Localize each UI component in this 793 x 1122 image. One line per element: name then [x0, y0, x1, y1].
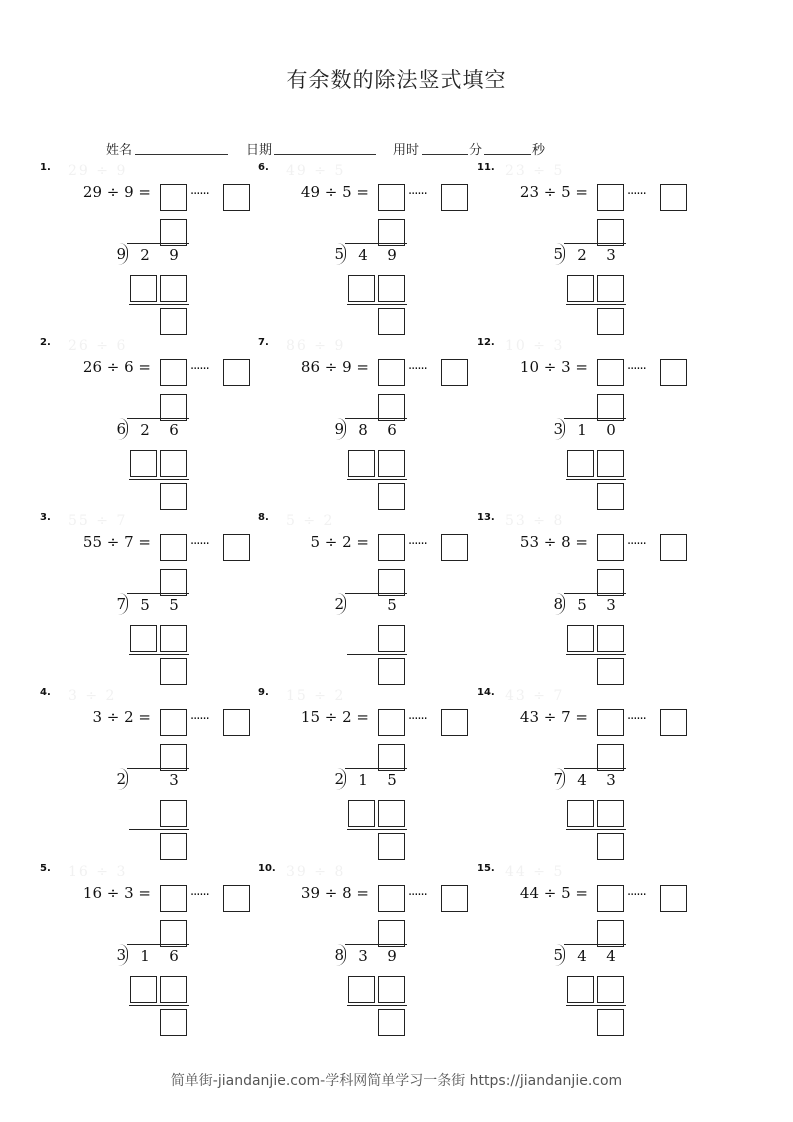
product-tens-box[interactable]	[348, 450, 375, 477]
remainder-answer-box[interactable]	[223, 184, 250, 211]
problem-number: 14.	[477, 687, 495, 698]
dividend-ones-digit: 5	[387, 596, 397, 614]
vertical-quotient-box[interactable]	[597, 920, 624, 947]
divisor: 7	[553, 770, 563, 788]
subtraction-line	[566, 479, 626, 480]
product-ones-box[interactable]	[378, 275, 405, 302]
faint-background-text: 10 ÷ 3	[505, 338, 565, 354]
faint-background-text: 86 ÷ 9	[286, 338, 346, 354]
division-bar	[345, 593, 407, 594]
dividend-tens-digit: 2	[140, 421, 150, 439]
division-bar	[564, 593, 626, 594]
dividend-ones-digit: 3	[606, 771, 616, 789]
remainder-dots: ······	[627, 888, 646, 903]
product-ones-box[interactable]	[160, 976, 187, 1003]
product-ones-box[interactable]	[378, 800, 405, 827]
problem-number: 9.	[258, 687, 269, 698]
problem-4	[40, 687, 280, 862]
dividend-tens-digit: 1	[140, 947, 150, 965]
minute-label: 分	[469, 143, 483, 158]
problem-15	[477, 863, 717, 1038]
vertical-remainder-box[interactable]	[160, 833, 187, 860]
problem-11	[477, 162, 717, 337]
problem-12	[477, 337, 717, 512]
dividend-ones-digit: 5	[387, 771, 397, 789]
dividend-tens-digit: 1	[358, 771, 368, 789]
quotient-answer-box[interactable]	[160, 534, 187, 561]
product-tens-box[interactable]	[567, 625, 594, 652]
time-label: 用时	[393, 143, 420, 158]
divisor: 7	[116, 595, 126, 613]
quotient-answer-box[interactable]	[160, 885, 187, 912]
remainder-answer-box[interactable]	[441, 184, 468, 211]
division-bracket	[555, 418, 565, 440]
quotient-answer-box[interactable]	[378, 184, 405, 211]
problem-7	[258, 337, 498, 512]
vertical-remainder-box[interactable]	[597, 1009, 624, 1036]
dividend-tens-digit: 5	[577, 596, 587, 614]
dividend-ones-digit: 3	[606, 596, 616, 614]
vertical-quotient-box[interactable]	[378, 744, 405, 771]
equation-text: 44 ÷ 5 =	[519, 884, 588, 902]
dividend-tens-digit: 2	[140, 246, 150, 264]
equation-text: 55 ÷ 7 =	[82, 533, 151, 551]
division-bracket	[336, 944, 346, 966]
product-tens-box[interactable]	[567, 800, 594, 827]
vertical-quotient-box[interactable]	[597, 219, 624, 246]
vertical-quotient-box[interactable]	[378, 920, 405, 947]
subtraction-line	[347, 479, 407, 480]
subtraction-line	[129, 829, 189, 830]
quotient-answer-box[interactable]	[378, 359, 405, 386]
faint-background-text: 43 ÷ 7	[505, 688, 565, 704]
faint-background-text: 55 ÷ 7	[68, 513, 128, 529]
vertical-remainder-box[interactable]	[378, 1009, 405, 1036]
dividend-tens-digit: 5	[140, 596, 150, 614]
division-bar	[345, 768, 407, 769]
division-bracket	[336, 418, 346, 440]
name-label: 姓名	[106, 143, 133, 158]
product-tens-box[interactable]	[348, 976, 375, 1003]
vertical-quotient-box[interactable]	[160, 219, 187, 246]
remainder-dots: ······	[190, 537, 209, 552]
divisor: 3	[553, 420, 563, 438]
dividend-tens-digit: 1	[577, 421, 587, 439]
vertical-remainder-box[interactable]	[160, 308, 187, 335]
remainder-answer-box[interactable]	[660, 534, 687, 561]
remainder-answer-box[interactable]	[660, 709, 687, 736]
remainder-answer-box[interactable]	[441, 709, 468, 736]
product-ones-box[interactable]	[597, 976, 624, 1003]
faint-background-text: 29 ÷ 9	[68, 163, 128, 179]
subtraction-line	[566, 829, 626, 830]
remainder-dots: ······	[627, 712, 646, 727]
division-bar	[564, 768, 626, 769]
remainder-answer-box[interactable]	[223, 359, 250, 386]
faint-background-text: 26 ÷ 6	[68, 338, 128, 354]
footer-watermark: 简单街-jiandanjie.com-学科网简单学习一条街 https://jiandanjie.com	[170, 1073, 623, 1089]
divisor: 2	[116, 770, 126, 788]
remainder-dots: ······	[408, 362, 427, 377]
product-tens-box[interactable]	[567, 275, 594, 302]
problem-number: 8.	[258, 512, 269, 523]
division-bar	[345, 944, 407, 945]
subtraction-line	[347, 829, 407, 830]
product-tens-box[interactable]	[348, 800, 375, 827]
vertical-remainder-box[interactable]	[378, 308, 405, 335]
equation-text: 39 ÷ 8 =	[300, 884, 369, 902]
remainder-dots: ······	[190, 187, 209, 202]
problem-number: 10.	[258, 863, 276, 874]
quotient-answer-box[interactable]	[597, 709, 624, 736]
dividend-ones-digit: 4	[606, 947, 616, 965]
equation-text: 23 ÷ 5 =	[519, 183, 588, 201]
division-bar	[564, 243, 626, 244]
equation-text: 5 ÷ 2 =	[310, 533, 369, 551]
dividend-ones-digit: 6	[169, 947, 179, 965]
quotient-answer-box[interactable]	[378, 534, 405, 561]
product-tens-box[interactable]	[348, 275, 375, 302]
second-label: 秒	[532, 143, 546, 158]
problem-number: 15.	[477, 863, 495, 874]
division-bar	[345, 418, 407, 419]
problem-number: 4.	[40, 687, 51, 698]
division-bar	[345, 243, 407, 244]
division-bracket	[555, 768, 565, 790]
equation-text: 53 ÷ 8 =	[519, 533, 588, 551]
problem-number: 13.	[477, 512, 495, 523]
subtraction-line	[566, 1005, 626, 1006]
dividend-ones-digit: 6	[169, 421, 179, 439]
equation-text: 86 ÷ 9 =	[300, 358, 369, 376]
vertical-remainder-box[interactable]	[378, 483, 405, 510]
vertical-remainder-box[interactable]	[160, 483, 187, 510]
dividend-tens-digit: 4	[577, 771, 587, 789]
dividend-ones-digit: 0	[606, 421, 616, 439]
equation-text: 10 ÷ 3 =	[519, 358, 588, 376]
quotient-answer-box[interactable]	[378, 709, 405, 736]
date-blank[interactable]	[274, 154, 376, 155]
vertical-remainder-box[interactable]	[597, 833, 624, 860]
problem-number: 6.	[258, 162, 269, 173]
remainder-answer-box[interactable]	[441, 534, 468, 561]
problem-number: 12.	[477, 337, 495, 348]
remainder-answer-box[interactable]	[441, 885, 468, 912]
vertical-quotient-box[interactable]	[378, 394, 405, 421]
problem-number: 5.	[40, 863, 51, 874]
vertical-quotient-box[interactable]	[378, 569, 405, 596]
division-bracket	[555, 944, 565, 966]
division-bar	[127, 243, 189, 244]
dividend-ones-digit: 3	[606, 246, 616, 264]
product-ones-box[interactable]	[597, 275, 624, 302]
equation-text: 49 ÷ 5 =	[300, 183, 369, 201]
remainder-dots: ······	[408, 712, 427, 727]
divisor: 5	[553, 245, 563, 263]
faint-background-text: 49 ÷ 5	[286, 163, 346, 179]
faint-background-text: 44 ÷ 5	[505, 864, 565, 880]
faint-background-text: 5 ÷ 2	[286, 513, 335, 529]
seconds-blank[interactable]	[484, 154, 531, 155]
problem-3	[40, 512, 280, 687]
dividend-tens-digit: 3	[358, 947, 368, 965]
dividend-ones-digit: 5	[169, 596, 179, 614]
date-label: 日期	[246, 143, 273, 158]
product-ones-box[interactable]	[160, 800, 187, 827]
problem-9	[258, 687, 498, 862]
remainder-dots: ······	[190, 888, 209, 903]
vertical-quotient-box[interactable]	[160, 744, 187, 771]
division-bracket	[118, 243, 128, 265]
vertical-quotient-box[interactable]	[378, 219, 405, 246]
vertical-quotient-box[interactable]	[160, 920, 187, 947]
product-tens-box[interactable]	[567, 976, 594, 1003]
dividend-tens-digit: 4	[577, 947, 587, 965]
equation-text: 15 ÷ 2 =	[300, 708, 369, 726]
division-bracket	[336, 243, 346, 265]
quotient-answer-box[interactable]	[597, 534, 624, 561]
vertical-remainder-box[interactable]	[378, 833, 405, 860]
remainder-answer-box[interactable]	[223, 709, 250, 736]
product-ones-box[interactable]	[160, 275, 187, 302]
division-bar	[127, 418, 189, 419]
division-bracket	[118, 768, 128, 790]
divisor: 8	[334, 946, 344, 964]
product-tens-box[interactable]	[567, 450, 594, 477]
product-tens-box[interactable]	[130, 976, 157, 1003]
product-ones-box[interactable]	[378, 976, 405, 1003]
remainder-answer-box[interactable]	[223, 885, 250, 912]
division-bar	[564, 418, 626, 419]
dividend-ones-digit: 6	[387, 421, 397, 439]
product-ones-box[interactable]	[378, 625, 405, 652]
faint-background-text: 39 ÷ 8	[286, 864, 346, 880]
quotient-answer-box[interactable]	[160, 359, 187, 386]
name-blank[interactable]	[135, 154, 228, 155]
division-bar	[127, 944, 189, 945]
vertical-quotient-box[interactable]	[597, 744, 624, 771]
problem-number: 11.	[477, 162, 495, 173]
problem-14	[477, 687, 717, 862]
problem-10	[258, 863, 498, 1038]
dividend-ones-digit: 9	[169, 246, 179, 264]
division-bar	[127, 593, 189, 594]
subtraction-line	[566, 304, 626, 305]
divisor: 9	[334, 420, 344, 438]
product-ones-box[interactable]	[160, 625, 187, 652]
problem-number: 7.	[258, 337, 269, 348]
subtraction-line	[129, 654, 189, 655]
problem-13	[477, 512, 717, 687]
dividend-ones-digit: 3	[169, 771, 179, 789]
divisor: 9	[116, 245, 126, 263]
remainder-dots: ······	[627, 187, 646, 202]
vertical-quotient-box[interactable]	[160, 394, 187, 421]
faint-background-text: 53 ÷ 8	[505, 513, 565, 529]
vertical-remainder-box[interactable]	[160, 1009, 187, 1036]
equation-text: 16 ÷ 3 =	[82, 884, 151, 902]
remainder-answer-box[interactable]	[223, 534, 250, 561]
dividend-tens-digit: 4	[358, 246, 368, 264]
quotient-answer-box[interactable]	[160, 184, 187, 211]
remainder-answer-box[interactable]	[441, 359, 468, 386]
dividend-ones-digit: 9	[387, 246, 397, 264]
product-tens-box[interactable]	[130, 625, 157, 652]
product-ones-box[interactable]	[597, 800, 624, 827]
vertical-remainder-box[interactable]	[597, 658, 624, 685]
division-bracket	[118, 418, 128, 440]
divisor: 2	[334, 770, 344, 788]
quotient-answer-box[interactable]	[597, 885, 624, 912]
subtraction-line	[347, 304, 407, 305]
division-bar	[564, 944, 626, 945]
remainder-dots: ······	[190, 712, 209, 727]
faint-background-text: 16 ÷ 3	[68, 864, 128, 880]
vertical-remainder-box[interactable]	[597, 308, 624, 335]
equation-text: 26 ÷ 6 =	[82, 358, 151, 376]
subtraction-line	[347, 654, 407, 655]
remainder-dots: ······	[408, 187, 427, 202]
vertical-quotient-box[interactable]	[160, 569, 187, 596]
remainder-dots: ······	[408, 537, 427, 552]
dividend-ones-digit: 9	[387, 947, 397, 965]
division-bracket	[336, 768, 346, 790]
student-info-row	[0, 139, 793, 161]
remainder-dots: ······	[627, 362, 646, 377]
remainder-dots: ······	[408, 888, 427, 903]
vertical-remainder-box[interactable]	[378, 658, 405, 685]
subtraction-line	[347, 1005, 407, 1006]
subtraction-line	[129, 479, 189, 480]
problem-6	[258, 162, 498, 337]
vertical-quotient-box[interactable]	[597, 394, 624, 421]
product-ones-box[interactable]	[597, 625, 624, 652]
problem-5	[40, 863, 280, 1038]
division-bracket	[555, 593, 565, 615]
subtraction-line	[129, 1005, 189, 1006]
division-bar	[127, 768, 189, 769]
division-bracket	[336, 593, 346, 615]
quotient-answer-box[interactable]	[378, 885, 405, 912]
problem-number: 3.	[40, 512, 51, 523]
vertical-quotient-box[interactable]	[597, 569, 624, 596]
remainder-answer-box[interactable]	[660, 184, 687, 211]
divisor: 5	[553, 946, 563, 964]
problem-number: 2.	[40, 337, 51, 348]
quotient-answer-box[interactable]	[597, 359, 624, 386]
division-bracket	[118, 944, 128, 966]
division-bracket	[555, 243, 565, 265]
dividend-tens-digit: 2	[577, 246, 587, 264]
dividend-tens-digit: 8	[358, 421, 368, 439]
remainder-answer-box[interactable]	[660, 359, 687, 386]
division-bracket	[118, 593, 128, 615]
divisor: 3	[116, 946, 126, 964]
product-ones-box[interactable]	[160, 450, 187, 477]
quotient-answer-box[interactable]	[597, 184, 624, 211]
equation-text: 29 ÷ 9 =	[82, 183, 151, 201]
product-tens-box[interactable]	[130, 275, 157, 302]
equation-text: 3 ÷ 2 =	[92, 708, 151, 726]
faint-background-text: 3 ÷ 2	[68, 688, 117, 704]
subtraction-line	[129, 304, 189, 305]
equation-text: 43 ÷ 7 =	[519, 708, 588, 726]
divisor: 2	[334, 595, 344, 613]
problem-number: 1.	[40, 162, 51, 173]
vertical-remainder-box[interactable]	[160, 658, 187, 685]
minutes-blank[interactable]	[422, 154, 468, 155]
product-tens-box[interactable]	[130, 450, 157, 477]
problem-1	[40, 162, 280, 337]
remainder-answer-box[interactable]	[660, 885, 687, 912]
page-title: 有余数的除法竖式填空	[286, 68, 507, 92]
faint-background-text: 15 ÷ 2	[286, 688, 346, 704]
problem-2	[40, 337, 280, 512]
divisor: 5	[334, 245, 344, 263]
remainder-dots: ······	[190, 362, 209, 377]
subtraction-line	[566, 654, 626, 655]
remainder-dots: ······	[627, 537, 646, 552]
divisor: 6	[116, 420, 126, 438]
problem-8	[258, 512, 498, 687]
quotient-answer-box[interactable]	[160, 709, 187, 736]
product-ones-box[interactable]	[378, 450, 405, 477]
faint-background-text: 23 ÷ 5	[505, 163, 565, 179]
divisor: 8	[553, 595, 563, 613]
product-ones-box[interactable]	[597, 450, 624, 477]
vertical-remainder-box[interactable]	[597, 483, 624, 510]
